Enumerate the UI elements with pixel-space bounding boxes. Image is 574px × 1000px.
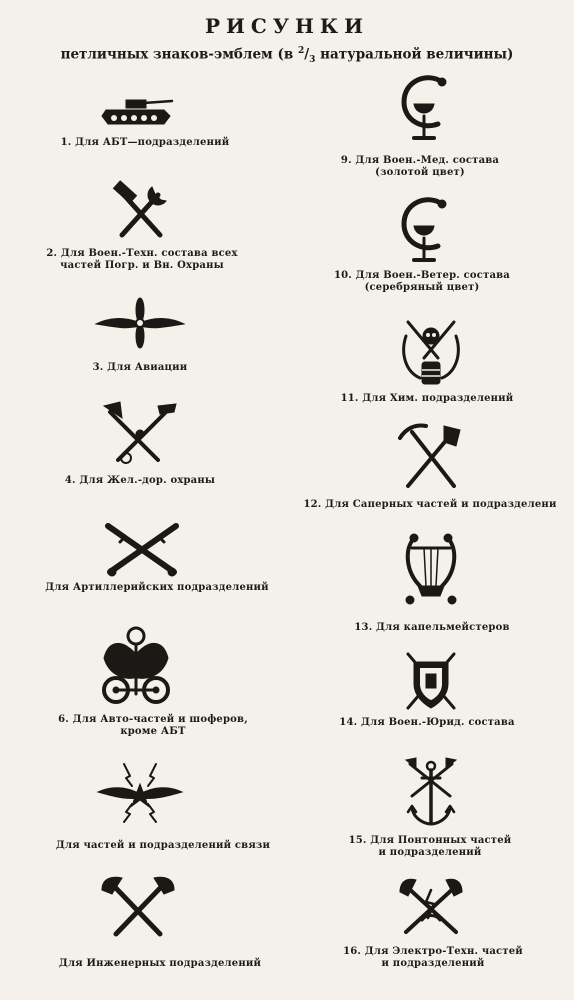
caption-7 bbox=[36, 840, 290, 852]
caption-5 bbox=[32, 582, 282, 594]
caption-line: 4. Для Жел.-дор. охраны bbox=[64, 475, 216, 486]
subtitle-text-end: натуральной величины) bbox=[315, 46, 514, 63]
caption-line: 14. Для Воен.-Юрид. состава bbox=[339, 717, 515, 728]
caption-13 bbox=[332, 622, 532, 634]
caption-2 bbox=[20, 248, 264, 272]
caption-line: 12. Для Саперных частей и подразделени bbox=[303, 499, 557, 510]
caption-9 bbox=[320, 155, 520, 179]
winged-wheels-icon bbox=[102, 624, 170, 710]
caption-15 bbox=[332, 835, 528, 859]
bowl-snake-icon bbox=[398, 196, 450, 268]
page-title: РИСУНКИ bbox=[204, 14, 370, 38]
caption-line: 13. Для капельмейстеров bbox=[354, 622, 510, 633]
caption-line: 16. Для Электро-Техн. частей bbox=[343, 946, 523, 957]
caption-line: (серебряный цвет) bbox=[364, 282, 480, 293]
shield-swords-icon bbox=[404, 650, 458, 712]
caption-line: Для Инженерных подразделений bbox=[58, 958, 262, 969]
crossed-tools-icon bbox=[398, 876, 464, 938]
crossed-cannons-icon bbox=[104, 520, 180, 578]
caption-line: и подразделений bbox=[381, 958, 485, 969]
tank-icon bbox=[100, 96, 176, 130]
caption-11 bbox=[322, 393, 532, 405]
lightning-star-icon bbox=[96, 760, 184, 824]
subtitle-fraction-numerator: 2 bbox=[297, 46, 305, 56]
subtitle-fraction-slash: / bbox=[304, 46, 310, 63]
hammer-wrench-icon bbox=[112, 185, 170, 241]
caption-16 bbox=[332, 946, 534, 970]
bowl-snake-icon bbox=[398, 74, 450, 146]
page-subtitle bbox=[0, 46, 574, 65]
caption-line: частей Погр. и Вн. Охраны bbox=[60, 260, 224, 271]
pick-shovel-icon bbox=[398, 422, 464, 492]
caption-line: кроме АБТ bbox=[120, 726, 186, 737]
winged-propeller-icon bbox=[94, 298, 186, 348]
caption-4 bbox=[40, 475, 240, 487]
axe-hammer-icon bbox=[100, 400, 180, 468]
caption-line: Для частей и подразделений связи bbox=[55, 840, 271, 851]
caption-line: Для Артиллерийских подразделений bbox=[45, 582, 269, 593]
caption-line: 3. Для Авиации bbox=[92, 362, 188, 373]
caption-line: 15. Для Понтонных частей bbox=[348, 835, 512, 846]
crossed-axes-icon bbox=[98, 876, 178, 938]
caption-8 bbox=[40, 958, 280, 970]
caption-line: 11. Для Хим. подразделений bbox=[340, 393, 514, 404]
caption-3 bbox=[40, 362, 240, 374]
caption-line: 6. Для Авто-частей и шоферов, bbox=[58, 714, 248, 725]
subtitle-text: петличных знаков-эмблем (в bbox=[60, 46, 298, 63]
subtitle-fraction-denominator: 3 bbox=[309, 55, 316, 66]
caption-line: (золотой цвет) bbox=[375, 167, 465, 178]
caption-line: 9. Для Воен.-Мед. состава bbox=[340, 155, 500, 166]
caption-1 bbox=[30, 137, 260, 149]
chemical-emblem-icon bbox=[398, 314, 464, 388]
caption-line: и подразделений bbox=[378, 847, 482, 858]
caption-12 bbox=[286, 499, 574, 511]
lyre-icon bbox=[400, 532, 462, 608]
caption-line: 2. Для Воен.-Техн. состава всех bbox=[46, 248, 238, 259]
anchor-axes-icon bbox=[404, 756, 458, 828]
caption-line: 10. Для Воен.-Ветер. состава bbox=[333, 270, 510, 281]
caption-6 bbox=[38, 714, 268, 738]
caption-14 bbox=[322, 717, 532, 729]
caption-line: 1. Для АБТ—подразделений bbox=[60, 137, 230, 148]
caption-10 bbox=[312, 270, 532, 294]
